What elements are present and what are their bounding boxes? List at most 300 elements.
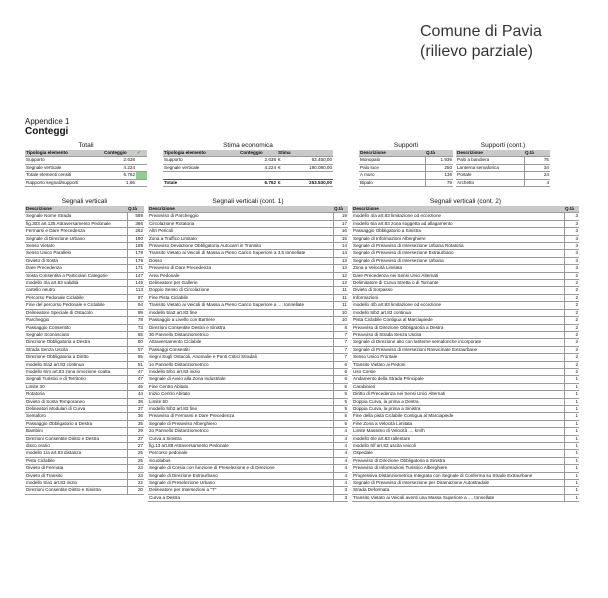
- cell-value: 1: [564, 494, 579, 501]
- table-row: [148, 457, 348, 464]
- table-row: [25, 339, 144, 346]
- column-header: Q.tà: [564, 206, 579, 213]
- stima-title: Stima economica: [223, 142, 273, 149]
- document-title: Comune di Pavia: [420, 23, 542, 40]
- cell-value: 3: [333, 494, 348, 501]
- cell-value: 1: [564, 480, 579, 487]
- table-row: [25, 179, 147, 186]
- table-row: [148, 287, 348, 294]
- cell-label: Limite Massimo di Velocità .... km\h: [352, 428, 564, 435]
- cell-value: 2: [564, 294, 579, 301]
- table-row: [148, 354, 348, 361]
- cell-value: 60: [127, 339, 144, 346]
- cell-value: 589: [127, 213, 144, 220]
- table-row: [352, 220, 579, 227]
- cell-label: Informazioni: [352, 294, 564, 301]
- table-row: [25, 324, 144, 331]
- column-header: Descrizione: [25, 206, 127, 213]
- cell-label: Divieto di Fermata: [25, 465, 127, 472]
- cell-label: Pista Ciclabile: [25, 457, 127, 464]
- cell-value: 8: [333, 324, 348, 331]
- table-row: [25, 302, 144, 309]
- cell-label: Passaggio Obbligatorio a Destra: [25, 420, 127, 427]
- cell-value: 147: [127, 272, 144, 279]
- cell-value: 113: [127, 287, 144, 294]
- table-row: [456, 179, 550, 186]
- cell-label: Fine Pista Ciclabile: [148, 294, 333, 301]
- cell-label: Doppio Senso di Circolazione: [148, 287, 333, 294]
- cell-value: 14: [333, 250, 348, 257]
- cell-label: Direzione Obbligatoria a Destra: [25, 339, 127, 346]
- cell-label: fig.303 art.135 Attraversamento Pedonale: [25, 220, 127, 227]
- table-row: [148, 302, 348, 309]
- cell-value: 7: [333, 331, 348, 338]
- cell-value: 25: [127, 457, 144, 464]
- cell-value: 13: [333, 265, 348, 272]
- cell-amount: 190.080,00: [285, 164, 333, 171]
- cell-label: Direzioni Consentite Destra e Sinistra: [148, 324, 333, 331]
- cell-value: 55: [127, 354, 144, 361]
- table-row: [163, 157, 333, 164]
- cell-label: Bambini: [25, 428, 127, 435]
- cell-label: Segnale di Corsia con funzione di Preselezione e di Direzione: [148, 465, 333, 472]
- table-row: [25, 435, 144, 442]
- table-row: [148, 428, 348, 435]
- cell-value: 1.936: [425, 157, 453, 164]
- cell-value: 189: [127, 243, 144, 250]
- table-row: [148, 339, 348, 346]
- cell-value: 3: [564, 213, 579, 220]
- cell-label: Senso Vietato: [25, 243, 127, 250]
- cell-label: Fine Centro Abitato: [148, 383, 333, 390]
- table-row: [148, 383, 348, 390]
- cell-label: Dare Precedenza: [25, 265, 127, 272]
- cell-label: Rapporto segnali/supporti: [25, 179, 103, 186]
- cell-value: 176: [127, 257, 144, 264]
- supporti-table: [359, 150, 453, 187]
- supporti-title: Supporti: [393, 142, 419, 149]
- table-row: [456, 164, 550, 171]
- currency-symbol: €: [277, 157, 285, 164]
- table-row: [25, 405, 144, 412]
- cell-label: Segnale di Preselezione Urbano: [148, 480, 333, 487]
- table-row: [352, 480, 579, 487]
- cell-value: 37: [127, 405, 144, 412]
- cell-value: 6: [333, 361, 348, 368]
- table-row: [352, 213, 579, 220]
- cell-value: 15: [333, 235, 348, 242]
- table-header-row: [25, 206, 144, 213]
- cell-label: Totale elementi censiti: [25, 172, 103, 179]
- cell-label: modello 6/m art.83 zona rimozione coatta: [25, 368, 127, 375]
- table-row: [25, 346, 144, 353]
- cell-value: 20: [127, 487, 144, 494]
- table-row: [352, 354, 579, 361]
- table-row: [352, 457, 579, 464]
- table-row: [148, 405, 348, 412]
- table-row: [148, 243, 348, 250]
- table-row: [148, 294, 348, 301]
- table-row: [148, 368, 348, 375]
- cell-label: Carabinieri: [352, 383, 564, 390]
- cell-value: 73: [127, 324, 144, 331]
- table-row: [352, 346, 579, 353]
- table-row: [352, 361, 579, 368]
- cell-value: 2.638: [239, 157, 277, 164]
- totali-block: [25, 142, 147, 187]
- cell-label: modello 1/a art.83 distanza: [25, 450, 127, 457]
- cell-label: Attraversamento Ciclabile: [148, 339, 333, 346]
- cell-value: 10: [333, 317, 348, 324]
- cell-label: Dare Precedenza nei Sensi Unici Alternati: [352, 272, 564, 279]
- table-row: [25, 487, 144, 494]
- supporti-cont-table: [456, 150, 550, 187]
- cell-value: 75: [524, 157, 550, 164]
- cell-label: modello 4/b art.83 limitazione od eccezione: [352, 302, 564, 309]
- table-row: [352, 331, 579, 338]
- table-row: [25, 457, 144, 464]
- table-row: [148, 487, 348, 494]
- cell-value: 1: [564, 435, 579, 442]
- table-row: [352, 324, 579, 331]
- cell-value: 1: [564, 413, 579, 420]
- cell-value: 2: [564, 280, 579, 287]
- cell-label: Zona a Traffico Limitato: [148, 235, 333, 242]
- cell-value: 5: [333, 413, 348, 420]
- cell-label: Segnale di Direzione Urbano: [25, 235, 127, 242]
- cell-value: 262: [127, 228, 144, 235]
- table-row: [148, 480, 348, 487]
- table-row: [352, 309, 579, 316]
- column-header: Q.tà: [425, 150, 453, 157]
- cell-label: modello 5/a2 art.83 continua: [25, 361, 127, 368]
- table-row: [352, 435, 579, 442]
- stima-block: [163, 142, 333, 187]
- cell-label: Passaggio Consentito: [25, 324, 127, 331]
- table-header-row: [163, 150, 333, 157]
- stima-table: [163, 150, 333, 187]
- cell-label: modello 5/a3 art.83 fine: [148, 309, 333, 316]
- cell-label: Totale: [163, 179, 239, 186]
- cell-value: 1: [564, 405, 579, 412]
- cell-label: Circolazione Rotatoria: [148, 220, 333, 227]
- table-row: [25, 243, 144, 250]
- cell-value: 145: [127, 280, 144, 287]
- cell-value: 1: [564, 398, 579, 405]
- segnali-verticali-cont1-block: [148, 198, 348, 502]
- cell-label: Preavviso di Direzione Obbligatoria a Sinistra: [352, 457, 564, 464]
- table-row: [25, 361, 144, 368]
- cell-value: 2: [564, 368, 579, 375]
- table-row: [25, 172, 147, 179]
- table-row: [352, 413, 579, 420]
- cell-label: Segnale di Direzione alto con lanterne semaforiche incorporate: [352, 339, 564, 346]
- cell-label: Passaggio a Livello con Barriere: [148, 317, 333, 324]
- cell-value: 3: [564, 243, 579, 250]
- cell-label: Dosso: [148, 257, 333, 264]
- cell-label: Doppia Curva, la prima a Sinistra: [352, 405, 564, 412]
- supporti-cont-block: [456, 142, 550, 187]
- cell-value: 5: [333, 420, 348, 427]
- cell-label: Segnale Sconosciuto: [25, 331, 127, 338]
- cell-label: Delimitatore di Curva Stretta o di Tornante: [352, 280, 564, 287]
- cell-label: Monopalo: [359, 157, 425, 164]
- table-row: [25, 213, 144, 220]
- cell-value: 1: [564, 420, 579, 427]
- table-row: [148, 317, 348, 324]
- cell-value: 3: [564, 228, 579, 235]
- table-row: [148, 228, 348, 235]
- cell-label: Delineatore Speciale di Ostacolo: [25, 309, 127, 316]
- cell-value: 4: [524, 179, 550, 186]
- table-row: [25, 354, 144, 361]
- cell-value: 45: [127, 383, 144, 390]
- column-header: Q.tà: [127, 206, 144, 213]
- cell-label: Transito Vietato ai Veicoli di Massa a Pieno Carico Superiore a 3,5 tonnellate: [148, 250, 333, 257]
- table-header-row: [25, 150, 147, 157]
- cell-label: Percorso Pedonale Ciclabile: [25, 294, 127, 301]
- cell-value: 386: [127, 220, 144, 227]
- table-row: [25, 450, 144, 457]
- cell-label: Strada Deformata: [352, 487, 564, 494]
- cell-label: Uso Corsie: [352, 368, 564, 375]
- cell-value: 4.224: [239, 164, 277, 171]
- cell-label: Palo luce: [359, 164, 425, 171]
- cell-value: 22: [127, 480, 144, 487]
- table-row: [25, 220, 144, 227]
- cell-label: Segnale verticale: [25, 164, 103, 171]
- cell-value: 27: [127, 443, 144, 450]
- table-row: [352, 339, 579, 346]
- cell-label: Delineatori Modulari di Curva: [25, 405, 127, 412]
- cell-label: Passaggi Consentiti: [148, 346, 333, 353]
- cell-value: 65: [127, 331, 144, 338]
- cell-value: 14: [333, 243, 348, 250]
- cell-label: cartello neutro: [25, 287, 127, 294]
- check-icon: ✓: [136, 150, 147, 157]
- cell-value: 11: [333, 294, 348, 301]
- cell-value: 1: [564, 443, 579, 450]
- column-header: Descrizione: [148, 206, 333, 213]
- cell-label: Altri Pericoli: [148, 228, 333, 235]
- segnali-verticali-cont2-table: [352, 206, 579, 502]
- cell-value: 1: [564, 376, 579, 383]
- cell-label: Segnale di Avvio alla Zona Industriale: [148, 376, 333, 383]
- cell-value: 4: [333, 428, 348, 435]
- cell-value: 1: [564, 383, 579, 390]
- cell-label: Ospedale: [352, 450, 564, 457]
- currency-symbol: €: [277, 179, 285, 186]
- cell-value: 3: [564, 265, 579, 272]
- table-row: [352, 294, 579, 301]
- table-row: [352, 243, 579, 250]
- cell-empty: [136, 179, 147, 186]
- cell-label: A muro: [359, 172, 425, 179]
- table-row: [25, 272, 144, 279]
- cell-value: 12: [333, 272, 348, 279]
- cell-value: 44: [127, 391, 144, 398]
- table-row: [148, 435, 348, 442]
- cell-label: Fine della pista Ciclabile Contigua al Marciapiede: [352, 413, 564, 420]
- cell-label: Sosta Consentita a Particolari Categorie: [25, 272, 127, 279]
- table-header-row: [359, 150, 453, 157]
- table-row: [148, 213, 348, 220]
- table-row: [25, 265, 144, 272]
- cell-value: 11: [333, 302, 348, 309]
- cell-value: 3: [564, 220, 579, 227]
- table-row: [148, 257, 348, 264]
- cell-label: Passaggio Obbligatorio a Sinistra: [352, 228, 564, 235]
- cell-label: Delineatore per Gallerie: [148, 280, 333, 287]
- cell-label: Senso Unico Parallelo: [25, 250, 127, 257]
- cell-value: 27: [127, 435, 144, 442]
- cell-label: Fermarsi e Dare Precedenza: [25, 228, 127, 235]
- segnali-verticali-title: Segnali verticali: [61, 198, 108, 205]
- cell-label: Segnale verticale: [163, 164, 239, 171]
- cell-label: Lanterna semaforica: [456, 164, 524, 171]
- cell-value: 2: [564, 361, 579, 368]
- table-row: [25, 309, 144, 316]
- table-row: [148, 235, 348, 242]
- cell-value: 7: [333, 346, 348, 353]
- cell-value: 11: [333, 287, 348, 294]
- table-row: [25, 480, 144, 487]
- cell-value: 5: [333, 383, 348, 390]
- table-row: [148, 361, 348, 368]
- table-row: [148, 376, 348, 383]
- cell-label: Segnale di Preavviso di Intersezione Urbana Rotatoria: [352, 243, 564, 250]
- table-row: [352, 250, 579, 257]
- table-row: [352, 465, 579, 472]
- cell-value: 4: [333, 435, 348, 442]
- cell-empty: [136, 164, 147, 171]
- status-marker: [136, 172, 147, 179]
- cell-value: 23: [127, 465, 144, 472]
- table-row: [352, 272, 579, 279]
- cell-value: 57: [127, 346, 144, 353]
- column-header: Conteggio: [103, 150, 136, 157]
- table-row: [352, 405, 579, 412]
- cell-label: Divieto di Sosta Temporaneo: [25, 398, 127, 405]
- table-row: [352, 317, 579, 324]
- cell-label: Preavviso di Parcheggio: [148, 213, 333, 220]
- table-row: [352, 487, 579, 494]
- cell-value: 25: [127, 450, 144, 457]
- table-row: [25, 257, 144, 264]
- column-header: Conteggio: [239, 150, 277, 157]
- cell-label: Direzioni Consentite Diritto e Destra: [25, 435, 127, 442]
- cell-label: modello 5/b3 art.83 fine: [148, 405, 333, 412]
- cell-label: Segnale di Preavviso di Intersezione Urbana: [352, 257, 564, 264]
- cell-value: 2: [564, 317, 579, 324]
- table-row: [456, 172, 550, 179]
- cell-value: 171: [127, 265, 144, 272]
- cell-value: 78: [127, 317, 144, 324]
- cell-value: 35: [127, 420, 144, 427]
- cell-label: Segnale Nome Strada: [25, 213, 127, 220]
- table-row: [352, 376, 579, 383]
- table-row: [25, 294, 144, 301]
- table-row: [25, 376, 144, 383]
- table-row: [359, 172, 453, 179]
- cell-label: modello 6/a art.83 zona soggetta ad allagamento: [352, 220, 564, 227]
- cell-value: 3: [564, 235, 579, 242]
- segnali-verticali-cont2-title: Segnali verticali (cont. 2): [429, 198, 502, 205]
- cell-value: 2.638: [103, 157, 136, 164]
- column-header: Descrizione: [359, 150, 425, 157]
- cell-value: 2: [564, 302, 579, 309]
- cell-value: 47: [127, 368, 144, 375]
- cell-label: modello 5/a1 art.83 inizio: [25, 480, 127, 487]
- cell-label: Divieto di Sosta: [25, 257, 127, 264]
- cell-value: 6.762: [239, 179, 277, 186]
- cell-label: Preavviso Deviazione Obbligatoria Autocarri in Transito: [148, 243, 333, 250]
- cell-value: 47: [127, 376, 144, 383]
- segnali-verticali-cont1-title: Segnali verticali (cont. 1): [212, 198, 284, 205]
- cell-label: Diritto di Precedenza nei Sensi Unici Alternati: [352, 391, 564, 398]
- table-row: [25, 413, 144, 420]
- cell-value: 6: [333, 368, 348, 375]
- cell-value: 1: [564, 487, 579, 494]
- appendix-subtitle: Conteggi: [25, 126, 69, 137]
- table-row: [25, 317, 144, 324]
- cell-label: Limite 30: [25, 383, 127, 390]
- cell-label: Segnale di Preavviso di Intersezioni Ravvicinate Extraurbane: [352, 346, 564, 353]
- cell-value: 4: [333, 450, 348, 457]
- table-row: [25, 368, 144, 375]
- cell-value: 6: [333, 376, 348, 383]
- table-row: [148, 398, 348, 405]
- cell-label: Bipalo: [359, 179, 425, 186]
- column-header: Descrizione: [456, 150, 524, 157]
- spacer-row: [163, 172, 333, 179]
- cell-label: Transito Vietato ai Veicoli di Massa a Pieno Carico Superiore a .... tonnellate: [148, 302, 333, 309]
- table-row: [148, 420, 348, 427]
- cell-value: 24: [524, 172, 550, 179]
- table-row: [148, 272, 348, 279]
- cell-label: Direzione Obbligatoria a Diritto: [25, 354, 127, 361]
- segnali-verticali-cont1-table: [148, 206, 348, 502]
- cell-value: 1: [564, 457, 579, 464]
- table-row: [25, 428, 144, 435]
- table-row: [352, 257, 579, 264]
- cell-label: Divieto di Sorpasso: [352, 287, 564, 294]
- table-row: [456, 157, 550, 164]
- cell-label: Pista Ciclabile Contigua al Marciapiede: [352, 317, 564, 324]
- cell-value: 19: [333, 213, 348, 220]
- table-row: [148, 391, 348, 398]
- cell-label: fig.13 art.88 Attraversamento Pedonale: [148, 443, 333, 450]
- table-row: [148, 250, 348, 257]
- cell-value: 23: [127, 472, 144, 479]
- table-row: [148, 280, 348, 287]
- cell-value: 29: [127, 428, 144, 435]
- table-row: [25, 250, 144, 257]
- cell-value: 1: [564, 465, 579, 472]
- cell-value: 89: [127, 309, 144, 316]
- table-row: [352, 443, 579, 450]
- cell-value: 51: [127, 361, 144, 368]
- table-row: [148, 494, 348, 501]
- table-row: [25, 280, 144, 287]
- column-header: Stima: [277, 150, 333, 157]
- table-row: [148, 309, 348, 316]
- table-row: [148, 346, 348, 353]
- cell-label: modello 6/e art.83 rallentare: [352, 435, 564, 442]
- cell-label: Parcheggio: [25, 317, 127, 324]
- cell-value: 2: [564, 287, 579, 294]
- cell-value: 2: [564, 354, 579, 361]
